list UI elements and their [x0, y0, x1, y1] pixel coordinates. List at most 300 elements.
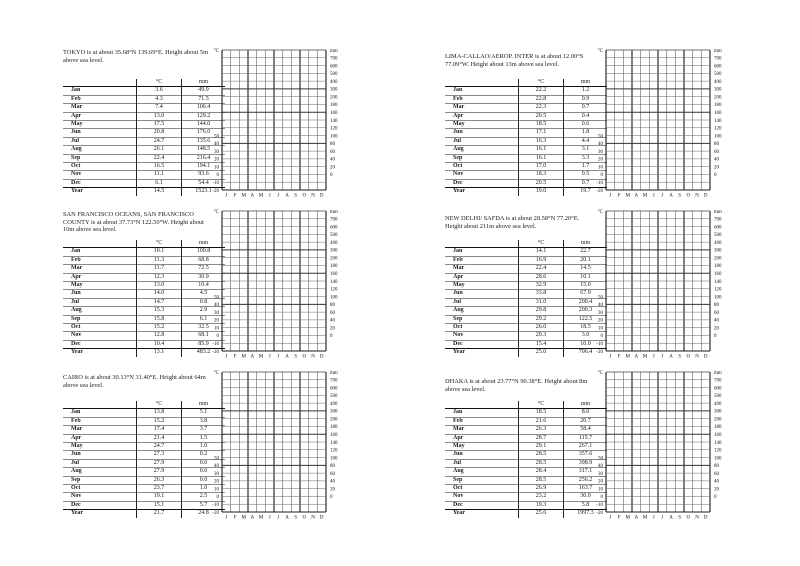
month-cell: Mar — [63, 104, 137, 112]
month-cell: Nov — [445, 493, 519, 501]
month-header-cell — [445, 240, 519, 248]
temp-cell: 19.3 — [519, 501, 564, 509]
month-axis-letter: N — [311, 354, 315, 360]
temp-cell: 13.0 — [137, 112, 182, 120]
precip-axis-label: 500 — [714, 233, 722, 239]
month-cell: Mar — [63, 265, 137, 273]
precip-axis-label: 140 — [714, 279, 722, 285]
precip-axis-label: 120 — [330, 287, 338, 293]
month-axis-letter: M — [642, 515, 648, 521]
year-temp-cell: 13.1 — [137, 349, 182, 357]
precip-axis-label: 400 — [714, 401, 722, 407]
precip-axis-label: 600 — [330, 386, 338, 392]
month-axis-letter: A — [250, 354, 255, 360]
temp-cell: 28.5 — [519, 476, 564, 484]
precip-cell: 67.9 — [564, 290, 608, 298]
precip-axis-label: 100 — [330, 456, 338, 462]
temp-cell: 17.4 — [137, 426, 182, 434]
temp-axis-label: 30 — [598, 471, 603, 477]
temp-cell: 11.3 — [137, 256, 182, 264]
precip-cell: 3.0 — [564, 332, 608, 340]
month-cell: Mar — [445, 104, 519, 112]
precip-cell: 115.7 — [564, 434, 608, 442]
temp-axis-label: 40 — [214, 303, 219, 309]
precip-cell: 49.9 — [182, 87, 226, 95]
month-axis-letter: N — [695, 354, 699, 360]
temp-cell: 16.1 — [519, 154, 564, 162]
year-temp-cell: 14.5 — [137, 188, 182, 196]
year-label-cell: Year — [63, 188, 137, 196]
temp-cell: 12.8 — [137, 332, 182, 340]
precip-cell: 5.1 — [182, 409, 226, 417]
month-axis-letter: M — [241, 193, 246, 199]
temp-axis-label: -10 — [596, 181, 603, 187]
temp-cell: 26.1 — [137, 146, 182, 154]
precip-cell: 15.0 — [564, 282, 608, 290]
precip-unit-label: mm — [714, 210, 722, 215]
month-axis-letter: A — [250, 193, 255, 199]
month-cell: Feb — [445, 256, 519, 264]
month-cell: Oct — [445, 485, 519, 493]
temp-cell: 12.3 — [137, 273, 182, 281]
precip-cell: 0.6 — [564, 121, 608, 129]
precip-unit-label: mm — [330, 49, 338, 54]
precip-header-cell: mm — [564, 240, 608, 248]
month-cell: Nov — [63, 332, 137, 340]
year-label-cell: Year — [63, 349, 137, 357]
temp-axis-label: -20 — [596, 349, 603, 355]
temp-axis-label: -10 — [596, 503, 603, 509]
temp-axis-label: 10 — [598, 326, 603, 332]
precip-axis-label: 20 — [330, 487, 335, 493]
precip-axis-label: 200 — [714, 95, 722, 101]
precip-cell: 200.3 — [564, 307, 608, 315]
precip-axis-label: 80 — [330, 464, 335, 470]
climate-chart-grid — [580, 40, 732, 200]
precip-axis-label: 200 — [330, 256, 338, 262]
precip-cell: 8.0 — [564, 409, 608, 417]
temp-cell: 22.8 — [519, 95, 564, 103]
temp-unit-label: °C — [213, 49, 219, 54]
precip-axis-label: 160 — [330, 433, 338, 439]
month-header-cell — [63, 401, 137, 409]
precip-axis-label: 300 — [330, 409, 338, 415]
year-label-cell: Year — [445, 349, 519, 357]
temp-cell: 28.7 — [519, 434, 564, 442]
precip-axis-label: 0 — [330, 173, 333, 179]
month-axis-letter: D — [319, 515, 324, 521]
month-cell: Jun — [445, 451, 519, 459]
precip-cell: 72.5 — [182, 265, 226, 273]
precip-cell: 6.1 — [182, 315, 226, 323]
month-axis-letter: J — [609, 193, 612, 199]
month-cell: Aug — [63, 307, 137, 315]
precip-axis-label: 0 — [714, 334, 717, 340]
month-axis-letter: F — [233, 193, 237, 199]
month-axis-letter: J — [661, 354, 664, 360]
temp-axis-label: 0 — [600, 173, 603, 179]
temp-cell: 22.4 — [519, 265, 564, 273]
month-axis-letter: M — [625, 193, 630, 199]
year-precip-cell: 24.8 — [182, 510, 226, 518]
precip-cell: 148.5 — [182, 146, 226, 154]
year-precip-cell: 1523.1 — [182, 188, 226, 196]
precip-axis-label: 160 — [714, 433, 722, 439]
precip-axis-label: 180 — [330, 103, 338, 109]
precip-cell: 5.7 — [182, 501, 226, 509]
precip-axis-label: 60 — [714, 471, 719, 477]
precip-axis-label: 300 — [714, 87, 722, 93]
temp-header-cell: °C — [519, 401, 564, 409]
month-cell: May — [445, 121, 519, 129]
temp-axis-label: 10 — [214, 165, 219, 171]
precip-axis-label: 140 — [714, 118, 722, 124]
month-axis-letter: A — [634, 193, 639, 199]
precip-cell: 93.6 — [182, 171, 226, 179]
precip-axis-label: 400 — [330, 240, 338, 246]
precip-cell: 100.8 — [182, 248, 226, 256]
temp-cell: 24.7 — [137, 137, 182, 145]
precip-cell: 0.7 — [564, 179, 608, 187]
precip-axis-label: 120 — [330, 126, 338, 132]
precip-cell: 4.4 — [564, 137, 608, 145]
month-cell: Mar — [445, 265, 519, 273]
month-axis-letter: J — [652, 193, 655, 199]
temp-cell: 7.4 — [137, 104, 182, 112]
precip-axis-label: 40 — [330, 318, 335, 324]
precip-cell: 1.0 — [182, 485, 226, 493]
temp-cell: 29.8 — [519, 307, 564, 315]
month-cell: Feb — [63, 95, 137, 103]
temp-axis-label: 50 — [214, 295, 219, 301]
precip-axis-label: 600 — [330, 225, 338, 231]
month-axis-letter: A — [285, 515, 289, 521]
precip-axis-label: 700 — [330, 56, 338, 62]
precip-axis-label: 300 — [330, 248, 338, 254]
precip-unit-label: mm — [330, 210, 338, 215]
temp-cell: 26.3 — [519, 426, 564, 434]
month-axis-letter: M — [241, 515, 246, 521]
precip-axis-label: 600 — [714, 386, 722, 392]
precip-cell: 216.4 — [182, 154, 226, 162]
month-header-cell — [445, 79, 519, 87]
month-cell: Apr — [63, 434, 137, 442]
month-cell: Jul — [445, 137, 519, 145]
temp-cell: 13.0 — [137, 282, 182, 290]
month-cell: Jul — [445, 459, 519, 467]
temp-unit-label: °C — [213, 371, 219, 376]
month-axis-letter: S — [678, 193, 682, 199]
temp-axis-label: 40 — [214, 142, 219, 148]
precip-cell: 0.9 — [564, 95, 608, 103]
temp-cell: 15.1 — [137, 501, 182, 509]
precip-axis-label: 700 — [330, 378, 338, 384]
temp-axis-label: 10 — [598, 487, 603, 493]
temp-cell: 16.5 — [137, 163, 182, 171]
precip-axis-label: 60 — [330, 310, 335, 316]
precip-axis-label: 400 — [714, 79, 722, 85]
climate-chart-grid — [580, 201, 732, 361]
precip-axis-label: 600 — [714, 225, 722, 231]
month-axis-letter: J — [268, 354, 271, 360]
month-axis-letter: N — [311, 193, 315, 199]
month-axis-letter: D — [703, 193, 708, 199]
temp-axis-label: -20 — [212, 510, 219, 516]
temp-axis-label: 30 — [214, 149, 219, 155]
precip-cell: 0.4 — [564, 112, 608, 120]
month-cell: Nov — [63, 171, 137, 179]
month-cell: Mar — [63, 426, 137, 434]
temp-axis-label: 20 — [214, 157, 219, 163]
month-cell: Sep — [63, 154, 137, 162]
month-cell: Jan — [63, 409, 137, 417]
month-header-cell — [63, 79, 137, 87]
month-axis-letter: J — [652, 515, 655, 521]
temp-cell: 33.8 — [519, 290, 564, 298]
temp-axis-label: 20 — [598, 318, 603, 324]
month-axis-letter: N — [695, 193, 699, 199]
month-cell: Jul — [63, 298, 137, 306]
month-axis-letter: J — [609, 515, 612, 521]
temp-axis-label: 40 — [598, 464, 603, 470]
month-cell: Dec — [63, 179, 137, 187]
precip-cell: 267.1 — [564, 443, 608, 451]
precip-axis-label: 100 — [714, 456, 722, 462]
month-cell: Jun — [445, 129, 519, 137]
precip-axis-label: 700 — [714, 378, 722, 384]
month-cell: Sep — [445, 154, 519, 162]
precip-axis-label: 40 — [714, 157, 719, 163]
month-cell: Feb — [63, 256, 137, 264]
month-cell: May — [445, 443, 519, 451]
temp-cell: 27.3 — [137, 451, 182, 459]
precip-cell: 3.8 — [182, 417, 226, 425]
month-axis-letter: D — [703, 354, 708, 360]
precip-cell: 10.0 — [564, 340, 608, 348]
precip-cell: 317.1 — [564, 468, 608, 476]
month-axis-letter: O — [302, 354, 307, 360]
month-axis-letter: N — [695, 515, 699, 521]
month-cell: May — [63, 282, 137, 290]
temp-cell: 18.5 — [519, 409, 564, 417]
month-cell: Sep — [445, 315, 519, 323]
month-cell: Aug — [445, 468, 519, 476]
temp-axis-label: -10 — [212, 503, 219, 509]
month-cell: Sep — [63, 476, 137, 484]
month-axis-letter: M — [241, 354, 246, 360]
precip-axis-label: 100 — [330, 295, 338, 301]
temp-axis-label: 10 — [598, 165, 603, 171]
temp-axis-label: 50 — [214, 456, 219, 462]
precip-axis-label: 80 — [330, 142, 335, 148]
precip-axis-label: 0 — [714, 173, 717, 179]
precip-header-cell: mm — [182, 240, 226, 248]
month-cell: Apr — [63, 273, 137, 281]
temp-cell: 26.9 — [519, 485, 564, 493]
temp-cell: 15.2 — [137, 324, 182, 332]
precip-cell: 1.5 — [182, 434, 226, 442]
precip-axis-label: 140 — [714, 440, 722, 446]
month-cell: Jan — [63, 248, 137, 256]
month-axis-letter: F — [617, 354, 621, 360]
precip-cell: 3.3 — [564, 154, 608, 162]
month-axis-letter: O — [686, 354, 691, 360]
month-cell: May — [445, 282, 519, 290]
year-temp-cell: 21.7 — [137, 510, 182, 518]
month-axis-letter: M — [625, 354, 630, 360]
month-axis-letter: A — [669, 193, 673, 199]
temp-header-cell: °C — [137, 401, 182, 409]
year-temp-cell: 25.6 — [519, 510, 564, 518]
precip-axis-label: 180 — [714, 425, 722, 431]
temp-cell: 23.2 — [519, 493, 564, 501]
temp-cell: 32.9 — [519, 282, 564, 290]
temp-cell: 28.5 — [519, 459, 564, 467]
month-axis-letter: J — [277, 515, 280, 521]
month-cell: Dec — [63, 501, 137, 509]
temp-cell: 4.3 — [137, 95, 182, 103]
month-cell: Feb — [445, 95, 519, 103]
precip-cell: 18.5 — [564, 324, 608, 332]
temp-axis-label: 20 — [214, 318, 219, 324]
month-axis-letter: J — [225, 354, 228, 360]
precip-header-cell: mm — [182, 401, 226, 409]
month-axis-letter: O — [686, 193, 691, 199]
temp-cell: 14.7 — [137, 298, 182, 306]
precip-axis-label: 180 — [330, 264, 338, 270]
month-axis-letter: S — [294, 193, 298, 199]
year-precip-cell: 706.4 — [564, 349, 608, 357]
temp-axis-label: 0 — [216, 334, 219, 340]
temp-axis-label: 20 — [214, 479, 219, 485]
precip-axis-label: 40 — [714, 318, 719, 324]
month-axis-letter: J — [661, 193, 664, 199]
temp-cell: 18.3 — [519, 171, 564, 179]
precip-axis-label: 120 — [714, 126, 722, 132]
month-axis-letter: A — [634, 515, 639, 521]
month-header-cell — [63, 240, 137, 248]
temp-cell: 15.3 — [137, 307, 182, 315]
temp-cell: 23.7 — [137, 485, 182, 493]
temp-cell: 22.2 — [519, 87, 564, 95]
precip-cell: 0.5 — [564, 171, 608, 179]
precip-axis-label: 200 — [330, 417, 338, 423]
precip-cell: 194.1 — [182, 163, 226, 171]
precip-unit-label: mm — [330, 371, 338, 376]
temp-header-cell: °C — [137, 79, 182, 87]
temp-cell: 20.3 — [519, 332, 564, 340]
month-cell: Nov — [63, 493, 137, 501]
temp-axis-label: 20 — [598, 157, 603, 163]
precip-cell: 30.0 — [564, 493, 608, 501]
month-cell: Dec — [445, 179, 519, 187]
precip-axis-label: 80 — [330, 303, 335, 309]
month-cell: Jun — [63, 290, 137, 298]
month-axis-letter: M — [258, 515, 264, 521]
temp-cell: 17.0 — [519, 163, 564, 171]
month-axis-letter: A — [669, 354, 673, 360]
month-axis-letter: J — [268, 193, 271, 199]
temp-header-cell: °C — [519, 79, 564, 87]
temp-cell: 31.0 — [519, 298, 564, 306]
temp-axis-label: 0 — [600, 334, 603, 340]
month-axis-letter: S — [678, 515, 682, 521]
month-axis-letter: M — [258, 193, 264, 199]
temp-axis-label: 50 — [598, 456, 603, 462]
month-cell: Jun — [445, 290, 519, 298]
year-label-cell: Year — [445, 510, 519, 518]
month-axis-letter: J — [652, 354, 655, 360]
precip-axis-label: 700 — [330, 217, 338, 223]
temp-axis-label: 30 — [598, 149, 603, 155]
month-axis-letter: A — [285, 354, 289, 360]
month-cell: May — [63, 121, 137, 129]
temp-unit-label: °C — [597, 371, 603, 376]
temp-cell: 14.1 — [519, 248, 564, 256]
precip-cell: 58.4 — [564, 426, 608, 434]
precip-axis-label: 100 — [714, 134, 722, 140]
climate-chart-grid — [196, 40, 348, 200]
precip-cell: 0.8 — [182, 298, 226, 306]
temp-axis-label: -20 — [596, 510, 603, 516]
climate-chart-grid — [580, 362, 732, 522]
temp-axis-label: 0 — [600, 495, 603, 501]
precip-axis-label: 500 — [330, 72, 338, 78]
month-axis-letter: A — [634, 354, 639, 360]
temp-cell: 16.9 — [519, 256, 564, 264]
temp-unit-label: °C — [597, 49, 603, 54]
month-axis-letter: F — [617, 193, 621, 199]
precip-axis-label: 700 — [714, 56, 722, 62]
temp-axis-label: 0 — [216, 173, 219, 179]
station-info: LIMA-CALLAO/AEROP. INTER is at about 12.00°S 77.09°W. Height about 13m above sea level. — [445, 53, 584, 68]
temp-cell: 26.3 — [137, 476, 182, 484]
precip-axis-label: 300 — [330, 87, 338, 93]
month-axis-letter: F — [233, 515, 237, 521]
precip-cell: 20.1 — [564, 256, 608, 264]
temp-axis-label: 30 — [598, 310, 603, 316]
precip-axis-label: 20 — [714, 326, 719, 332]
precip-cell: 71.5 — [182, 95, 226, 103]
temp-cell: 18.5 — [519, 121, 564, 129]
month-cell: Jan — [63, 87, 137, 95]
month-cell: Apr — [63, 112, 137, 120]
month-cell: Dec — [445, 501, 519, 509]
month-axis-letter: A — [669, 515, 673, 521]
year-precip-cell: 483.2 — [182, 349, 226, 357]
year-precip-cell: 19.7 — [564, 188, 608, 196]
precip-cell: 0.0 — [182, 476, 226, 484]
precip-axis-label: 60 — [330, 471, 335, 477]
precip-axis-label: 500 — [330, 394, 338, 400]
month-axis-letter: J — [268, 515, 271, 521]
month-cell: Jul — [63, 459, 137, 467]
precip-axis-label: 40 — [330, 479, 335, 485]
temp-cell: 10.1 — [137, 248, 182, 256]
precip-axis-label: 80 — [714, 464, 719, 470]
precip-axis-label: 200 — [714, 256, 722, 262]
temp-axis-label: 0 — [216, 495, 219, 501]
precip-cell: 1.7 — [564, 163, 608, 171]
precip-cell: 1.0 — [182, 443, 226, 451]
temp-axis-label: 50 — [598, 295, 603, 301]
temp-cell: 28.6 — [519, 273, 564, 281]
precip-axis-label: 140 — [330, 440, 338, 446]
temp-cell: 17.5 — [137, 121, 182, 129]
month-cell: Oct — [63, 324, 137, 332]
temp-header-cell: °C — [137, 240, 182, 248]
precip-cell: 2.9 — [182, 307, 226, 315]
